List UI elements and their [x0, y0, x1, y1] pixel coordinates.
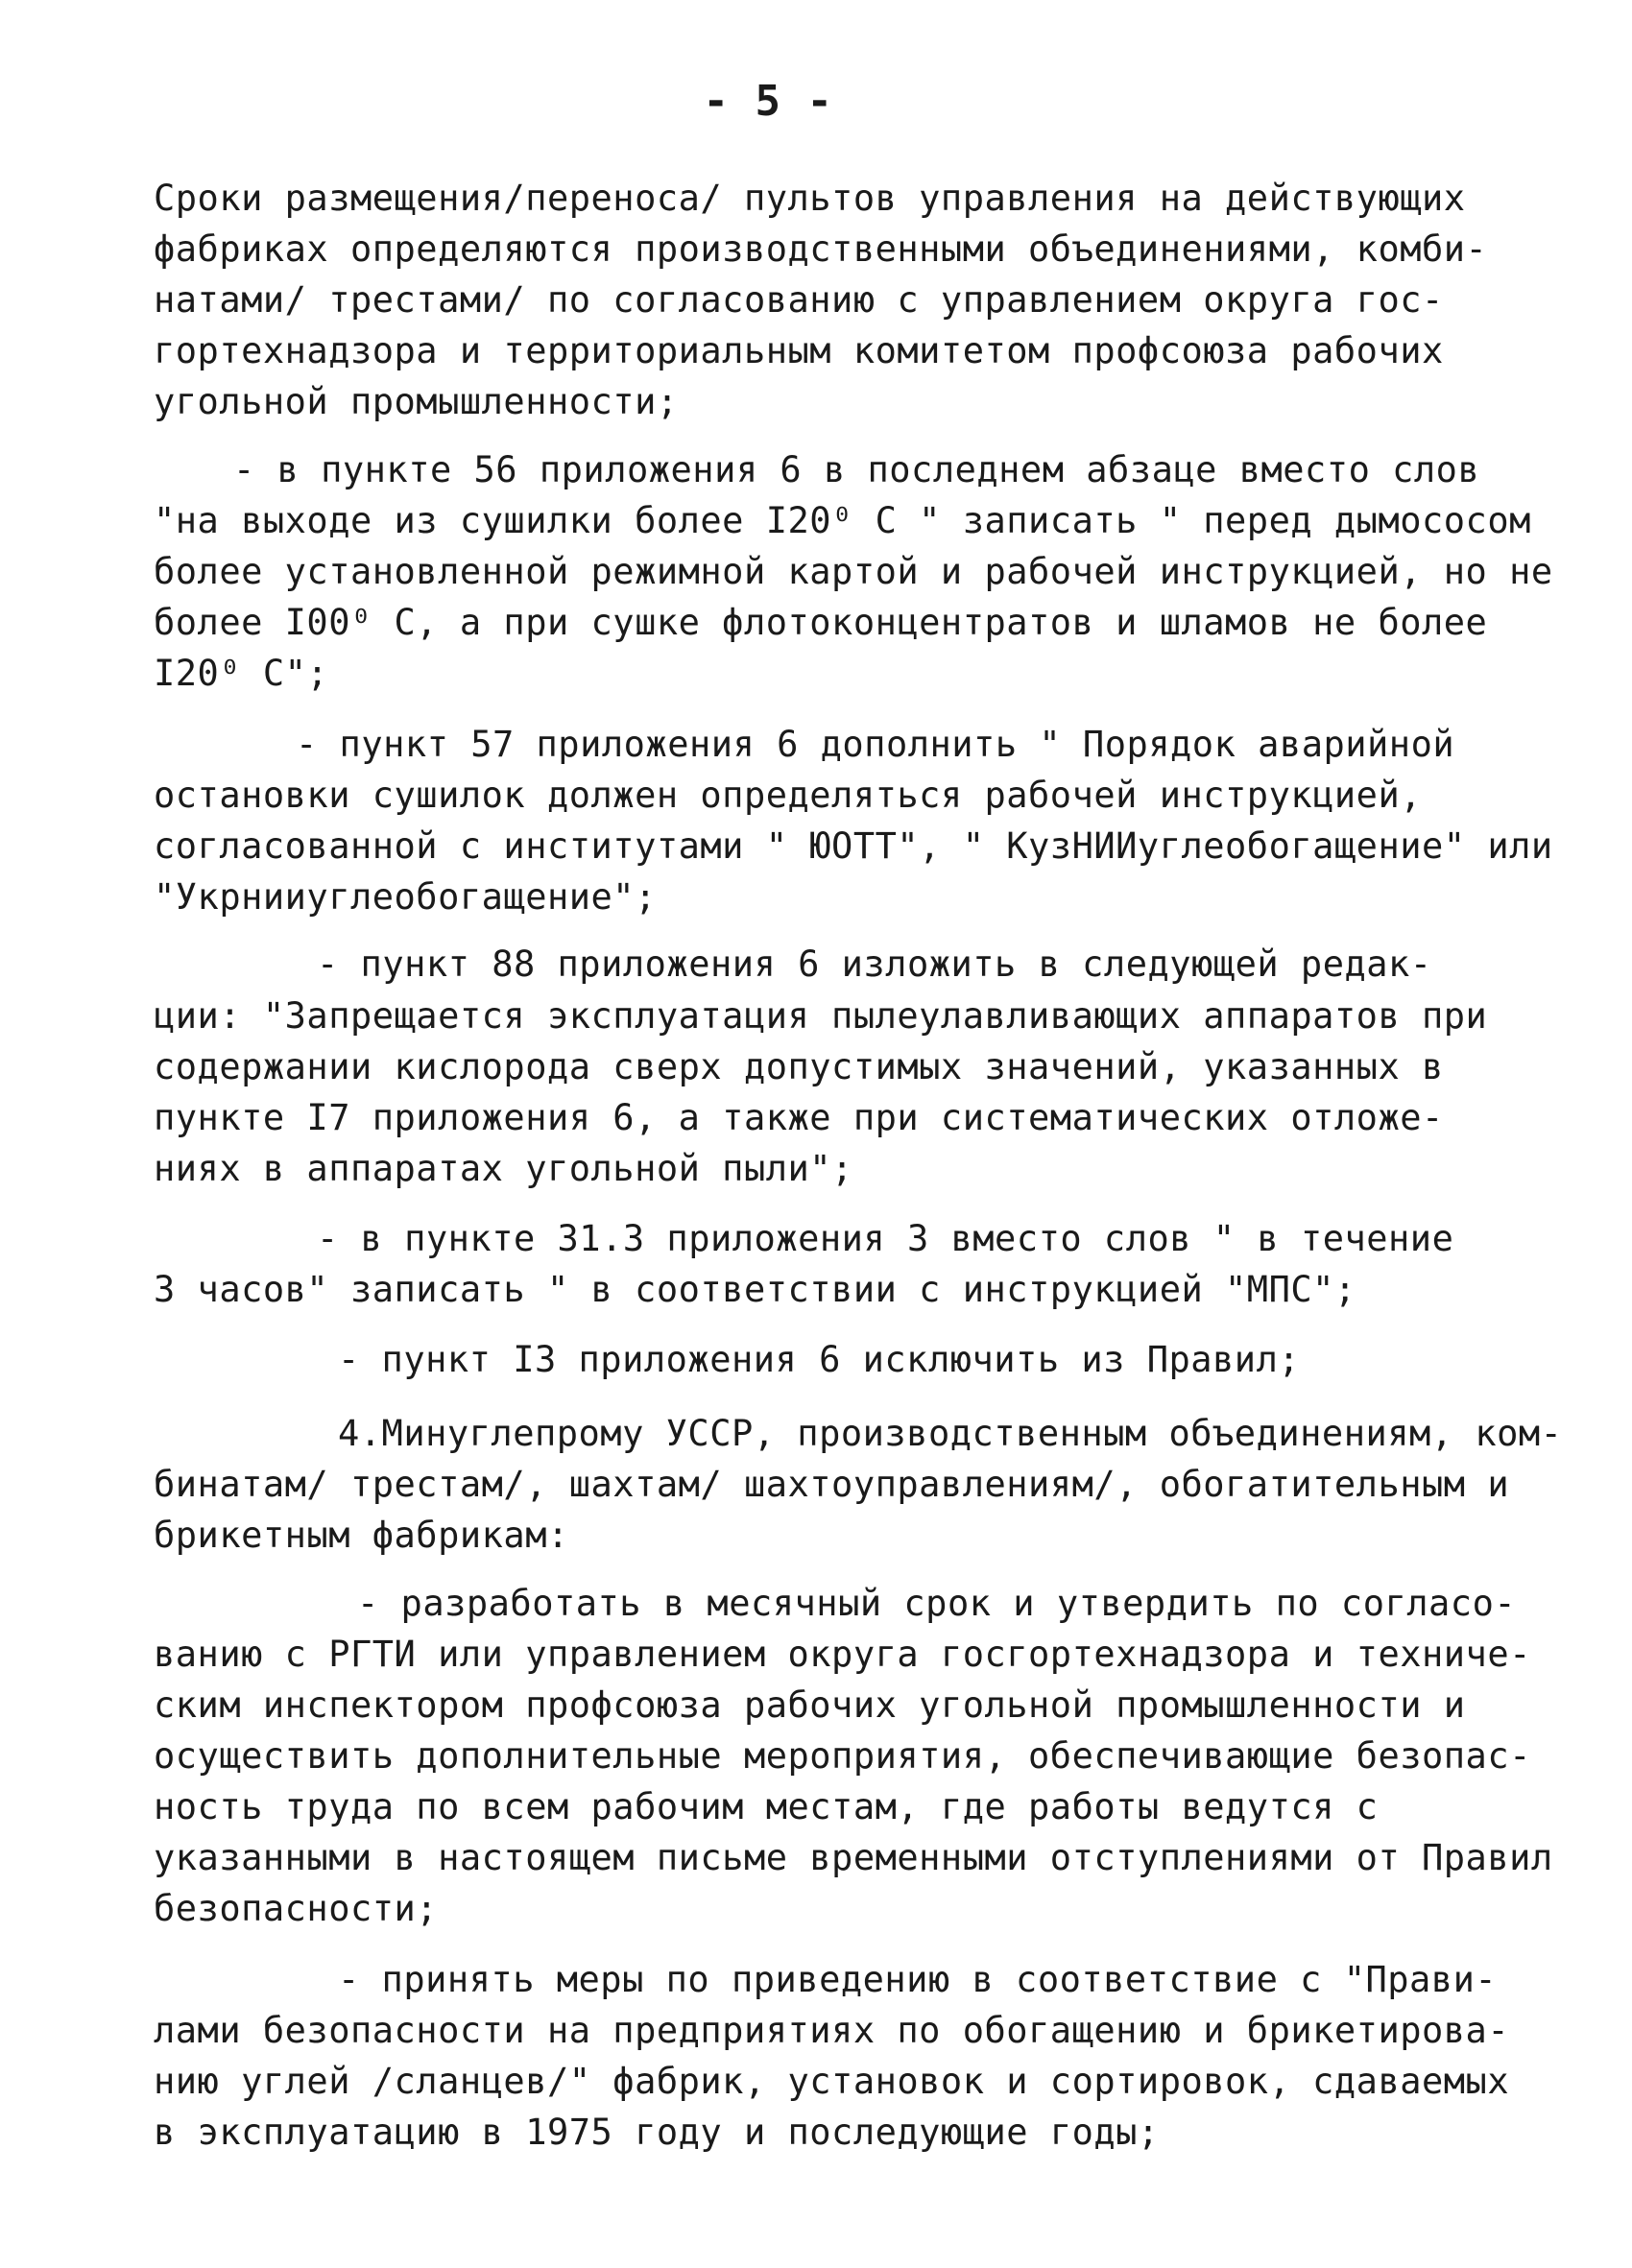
- text-line: - в пункте 31.3 приложения 3 вместо слов " в течение: [317, 1218, 1454, 1259]
- page-number: - 5 -: [703, 77, 833, 126]
- text-line: - принять меры по приведению в соответствие с "Прави-: [338, 1959, 1498, 2000]
- text-line: остановки сушилок должен определяться рабочей инструкцией,: [154, 775, 1423, 816]
- text-line: более I00⁰ С, а при сушке флотоконцентратов и шламов не более: [154, 602, 1488, 643]
- text-line: натами/ трестами/ по согласованию с управлением округа гос-: [154, 279, 1444, 321]
- text-line: ванию с РГТИ или управлением округа госгортехнадзора и техниче-: [154, 1634, 1531, 1675]
- text-line: ским инспектором профсоюза рабочих угольной промышленности и: [154, 1684, 1466, 1726]
- text-line: нию углей /сланцев/" фабрик, установок и сортировок, сдаваемых: [154, 2061, 1510, 2102]
- text-line: "на выходе из сушилки более I20⁰ С " записать " перед дымососом: [154, 500, 1531, 541]
- text-line: в эксплуатацию в 1975 году и последующие годы;: [154, 2112, 1160, 2153]
- text-line: безопасности;: [154, 1888, 439, 1929]
- text-line: "Укрнииуглеобогащение";: [154, 876, 657, 918]
- text-line: - разработать в месячный срок и утвердить по согласо-: [357, 1583, 1517, 1624]
- text-line: 4.Минуглепрому УССР, производственным объединениям, ком-: [338, 1413, 1563, 1454]
- text-line: пункте I7 приложения 6, а также при систематических отложе-: [154, 1097, 1444, 1138]
- text-line: угольной промышленности;: [154, 381, 679, 422]
- text-line: - пункт I3 приложения 6 исключить из Правил;: [338, 1339, 1301, 1380]
- text-line: лами безопасности на предприятиях по обогащению и брикетирова-: [154, 2010, 1510, 2051]
- text-line: ции: "Запрещается эксплуатация пылеулавливающих аппаратов при: [154, 995, 1488, 1037]
- text-line: I20⁰ С";: [154, 653, 329, 694]
- text-line: гортехнадзора и территориальным комитетом профсоюза рабочих: [154, 330, 1444, 371]
- text-line: содержании кислорода сверх допустимых значений, указанных в: [154, 1046, 1444, 1087]
- text-line: брикетным фабрикам:: [154, 1515, 569, 1556]
- text-line: согласованной с институтами " ЮОТТ", " КузНИИуглеобогащение" или: [154, 825, 1553, 867]
- text-line: ность труда по всем рабочим местам, где работы ведутся с: [154, 1786, 1379, 1827]
- text-line: бинатам/ трестам/, шахтам/ шахтоуправлениям/, обогатительным и: [154, 1464, 1510, 1505]
- text-line: - в пункте 56 приложения 6 в последнем абзаце вместо слов: [233, 449, 1480, 490]
- text-line: - пункт 57 приложения 6 дополнить " Порядок аварийной: [296, 724, 1455, 765]
- text-line: ниях в аппаратах угольной пыли";: [154, 1148, 853, 1189]
- text-line: Сроки размещения/переноса/ пультов управления на действующих: [154, 178, 1466, 219]
- text-line: фабриках определяются производственными объединениями, комби-: [154, 228, 1488, 270]
- text-line: - пункт 88 приложения 6 изложить в следующей редак-: [317, 943, 1432, 985]
- text-line: указанными в настоящем письме временными отступлениями от Правил: [154, 1837, 1553, 1878]
- text-line: 3 часов" записать " в соответствии с инструкцией "МПС";: [154, 1269, 1356, 1310]
- text-line: осуществить дополнительные мероприятия, обеспечивающие безопас-: [154, 1735, 1531, 1777]
- text-line: более установленной режимной картой и рабочей инструкцией, но не: [154, 551, 1553, 592]
